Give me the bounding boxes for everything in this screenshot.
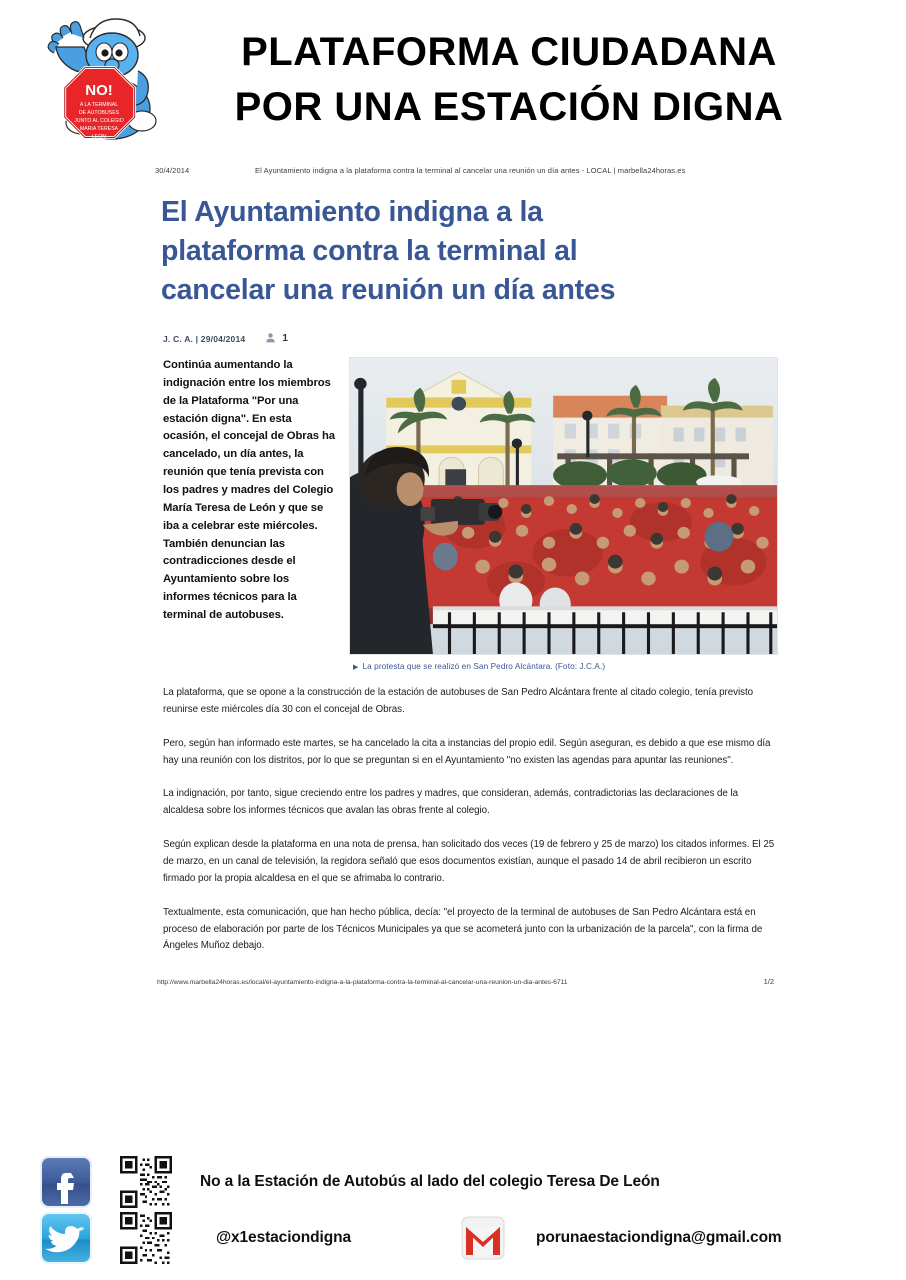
body-paragraph: Textualmente, esta comunicación, que han hecho pública, decía: "el proyecto de la terminal de autobuses de San Pedro Alcántara está en proceso de elaboración por parte de los Técnicos Municipales ya que se acometerá junto con la urbanización de la parcela", con la firma de Ángeles Muñoz debajo. [163,906,763,952]
facebook-row-text [190,1173,876,1191]
page-banner [0,0,906,152]
contact-email: porunaestaciondigna@gmail.com [536,1229,782,1246]
svg-text:MARIA TERESA: MARIA TERESA [79,126,119,132]
comment-count: 1 [282,333,289,345]
facebook-qr-code [120,1156,172,1208]
source-url: http://www.marbella24horas.es/local/el-ayuntamiento-indigna-a-la-plataforma-contra-la-terminal-al-cancelar-una-reunion-un-dia-antes-6711 [157,979,568,987]
svg-text:LEON: LEON [91,134,107,140]
twitter-qr-code [120,1212,172,1264]
facebook-icon[interactable] [38,1154,94,1210]
print-header [155,166,778,175]
svg-text:DE AUTOBUSES: DE AUTOBUSES [78,110,120,116]
banner-title-block [172,25,886,135]
twitter-handle: @x1estaciondigna [216,1229,351,1246]
sign-no-text: NO! [85,82,113,99]
body-paragraph: Según explican desde la plataforma en una nota de prensa, han solicitado dos veces (19 de febrero y 25 de marzo) los citados informes. El 25 de marzo, en un canal de televisión, la regidora señaló que esos documentos existían, aunque el pasado 14 de abril recibieron un escrito firmado por la propia alcaldesa en el que se afrimaba lo contrario. [163,839,775,884]
article-photo-column [349,357,778,671]
body-paragraph: La plataforma, que se opone a la construcción de la estación de autobuses de San Pedro Alcántara frente al citado colegio, tenía previsto reunirse este miércoles día 30 con el concejal de Obras. [163,687,754,715]
body-paragraph: Pero, según han informado este martes, se ha cancelado la cita a instancias del propio edil. Según aseguran, es debido a que ese mismo día hay una reunión con los distritos, por lo que se preguntan si en el Ayuntamiento "no existen las agendas para apuntar las reuniones". [163,737,771,766]
article-body [155,685,778,955]
protest-photo [349,357,778,655]
print-footer [155,977,778,986]
photo-caption [349,662,778,671]
print-date: 30/4/2014 [155,166,190,175]
article-byline [163,332,778,345]
byline-author-date: J. C. A. | 29/04/2014 [163,333,246,344]
social-footer [0,1154,906,1266]
banner-title-line-2: POR UNA ESTACIÓN DIGNA [234,85,784,129]
article-headline: El Ayuntamiento indigna a la plataforma contra la terminal al cancelar una reunión un día antes [161,196,616,307]
person-icon [265,332,276,345]
protest-photo-artwork [350,358,777,654]
twitter-icon[interactable] [38,1210,94,1266]
body-paragraph: La indignación, por tanto, sigue creciendo entre los padres y madres, que consideran, además, contradictorias las declaraciones de la alcaldesa sobre los informes técnicos que avalan las obras frente al colegio. [163,788,738,817]
page-number: 1/2 [763,977,774,987]
svg-text:A LA TERMINAL: A LA TERMINAL [79,102,119,108]
twitter-row-text [190,1215,876,1261]
smurf-stop-sign-logo [42,11,172,149]
print-breadcrumb: El Ayuntamiento indigna a la plataforma contra la terminal al cancelar una reunión un día antes - LOCAL | marbella24horas.es [255,166,686,175]
article-lead-paragraph: Continúa aumentando la indignación entre los miembros de la Plataforma "Por una estación digna". En esta ocasión, el concejal de Obras ha cancelado, un día antes, la reunión que tenía prevista con los padres y madres del Colegio María Teresa de León y que se iba a celebrar este miércoles. También denuncian las contradicciones desde el Ayuntamiento sobre los informes técnicos para la terminal de autobuses. [163,359,335,621]
banner-title-line-1: PLATAFORMA CIUDADANA [241,29,777,74]
svg-text:JUNTO AL COLEGIO: JUNTO AL COLEGIO [74,118,124,124]
lead-block [155,357,778,671]
caption-triangle-icon: ▶ [353,664,359,672]
facebook-page-label: No a la Estación de Autobús al lado del colegio Teresa De León [200,1173,660,1190]
photo-caption-text: La protesta que se realizó en San Pedro Alcántara. (Foto: J.C.A.) [362,662,606,672]
gmail-icon[interactable] [460,1215,506,1261]
platform-logo [42,11,172,149]
article-sheet [0,166,906,986]
